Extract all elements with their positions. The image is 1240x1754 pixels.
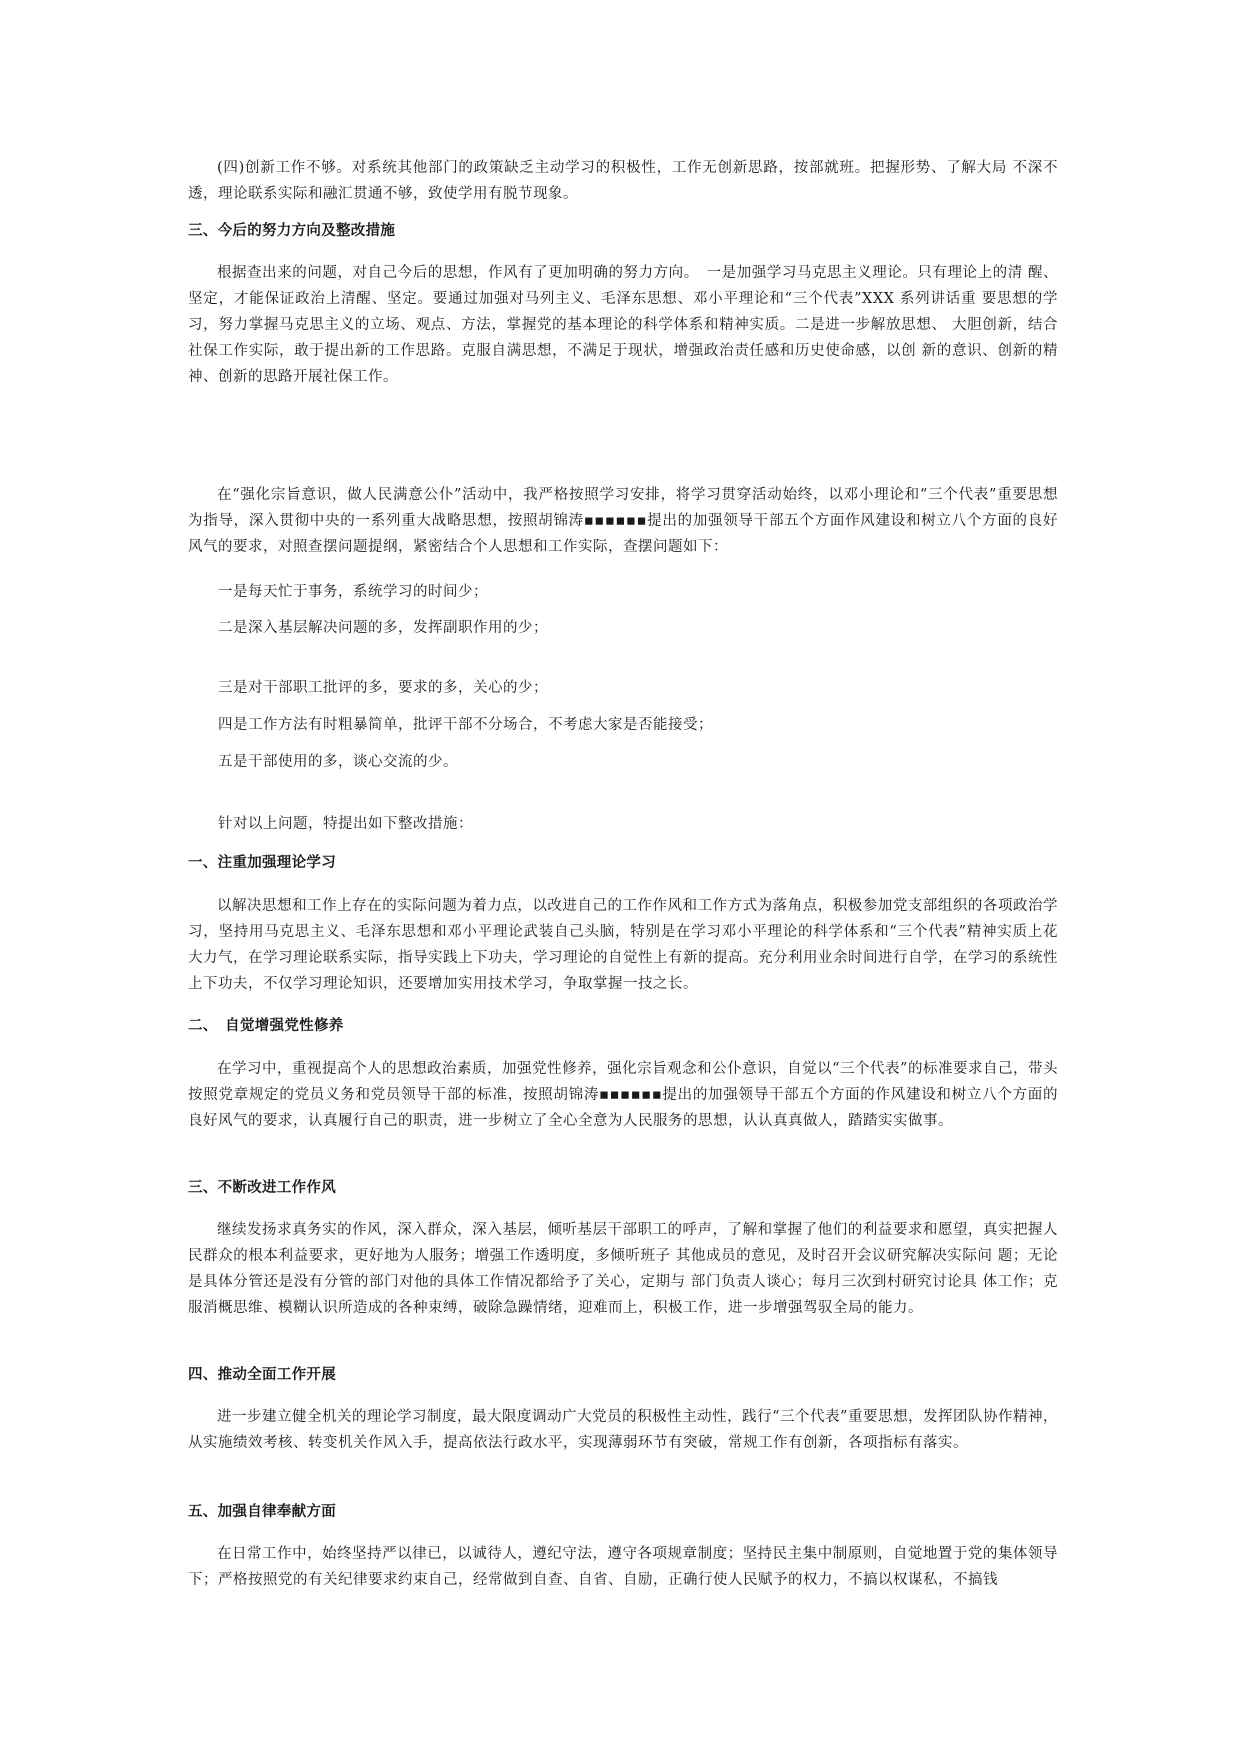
list-item: 针对以上问题，特提出如下整改措施： xyxy=(218,816,473,832)
heading-overall-work: 四、推动全面工作开展 xyxy=(188,1367,336,1383)
paragraph-theory-study: 以解决思想和工作上存在的实际问题为着力点，以改进自己的工作作风和工作方式为落角点，积极参加党支部组织的各项政治学习，坚持用马克思主义、毛泽东思想和邓小平理论武装自己头脑，特别是在学习邓小平理论的科学体系和“三个代表”精神实质上花大力气，在学习理论联系实际，指导实践上下功夫，学习理论的自觉性上有新的提高。充分利用业余时间进行自学，在学习的系统性上下功夫，不仅学习理论知识，还要增加实用技术学习，争取掌握一技之长。 xyxy=(188,898,1058,992)
paragraph-work-style: 继续发扬求真务实的作风，深入群众，深入基层，倾听基层干部职工的呼声，了解和掌握了他们的利益要求和愿望，真实把握人民群众的根本利益要求，更好地为人服务；增强工作透明度，多倾听班子 其他成员的意见，及时召开会议研究解决实际问 题；无论是具体分管还是没有分管的部门对他的具体工作情况都给予了关心，定期与 部门负责人谈心；每月三次到村研究讨论具 体工作；克服消概思维、模糊认识所造成的各种束缚，破除急躁情绪，迎难而上，积极工作，进一步增强驾驭全局的能力。 xyxy=(188,1222,1058,1316)
list-item: 五是干部使用的多，谈心交流的少。 xyxy=(218,754,458,770)
list-item: 三是对干部职工批评的多，要求的多，关心的少； xyxy=(218,680,548,696)
heading-self-discipline: 五、加强自律奉献方面 xyxy=(188,1504,336,1520)
list-item: 一是每天忙于事务，系统学习的时间少； xyxy=(218,584,488,600)
heading-theory-study: 一、注重加强理论学习 xyxy=(188,855,336,871)
paragraph-innovation: (四)创新工作不够。对系统其他部门的政策缺乏主动学习的积极性，工作无创新思路，按部就班。把握形势、了解大局 不深不透，理论联系实际和融汇贯通不够，致使学用有脱节现象。 xyxy=(188,160,1058,202)
paragraph-party-spirit: 在学习中，重视提高个人的思想政治素质，加强党性修养，强化宗旨观念和公仆意识，自觉以“三个代表”的标准要求自己，带头按照党章规定的党员义务和党员领导干部的标准，按照胡锦涛▪▪▪▪▪▪提出的加强领导干部五个方面的作风建设和树立八个方面的良好风气的要求，认真履行自己的职责，进一步树立了全心全意为人民服务的思想，认认真真做人，踏踏实实做事。 xyxy=(188,1061,1058,1129)
paragraph-self-discipline: 在日常工作中，始终坚持严以律已，以诚待人，遵纪守法，遵守各项规章制度；坚持民主集中制原则，自觉地置于党的集体领导下；严格按照党的有关纪律要求约束自己，经常做到自查、自省、自励，正确行使人民赋予的权力，不搞以权谋私，不搞钱 xyxy=(188,1546,1058,1588)
paragraph-future-direction: 根据查出来的问题，对自己今后的思想，作风有了更加明确的努力方向。 一是加强学习马克思主义理论。只有理论上的清 醒、坚定，才能保证政治上清醒、坚定。要通过加强对马列主义、毛泽东思想、邓小平理论和“三个代表”XXX 系列讲话重 要思想的学习，努力掌握马克思主义的立场、观点、方法，掌握党的基本理论的科学体系和精神实质。二是进一步解放思想、 大胆创新，结合社保工作实际，敢于提出新的工作思路。克服自满思想，不满足于现状，增强政治责任感和历史使命感，以创 新的意识、创新的精神、创新的思路开展社保工作。 xyxy=(188,265,1058,385)
heading-party-spirit: 二、 自觉增强党性修养 xyxy=(188,1018,344,1034)
paragraph-activity-intro: 在“强化宗旨意识，做人民满意公仆”活动中，我严格按照学习安排，将学习贯穿活动始终，以邓小理论和“三个代表”重要思想为指导，深入贯彻中央的一系列重大战略思想，按照胡锦涛▪▪▪▪▪▪提出的加强领导干部五个方面作风建设和树立八个方面的良好风气的要求，对照查摆问题提纲，紧密结合个人思想和工作实际，查摆问题如下： xyxy=(188,487,1058,555)
heading-work-style: 三、不断改进工作作风 xyxy=(188,1180,336,1196)
list-item: 二是深入基层解决问题的多，发挥副职作用的少； xyxy=(218,620,548,636)
heading-future-direction: 三、今后的努力方向及整改措施 xyxy=(188,223,396,239)
list-item: 四是工作方法有时粗暴简单，批评干部不分场合，不考虑大家是否能接受； xyxy=(218,717,713,733)
paragraph-overall-work: 进一步建立健全机关的理论学习制度，最大限度调动广大党员的积极性主动性，践行“三个代表”重要思想，发挥团队协作精神，从实施绩效考核、转变机关作风入手，提高依法行政水平，实现薄弱环节有突破，常规工作有创新，各项指标有落实。 xyxy=(188,1409,1058,1451)
